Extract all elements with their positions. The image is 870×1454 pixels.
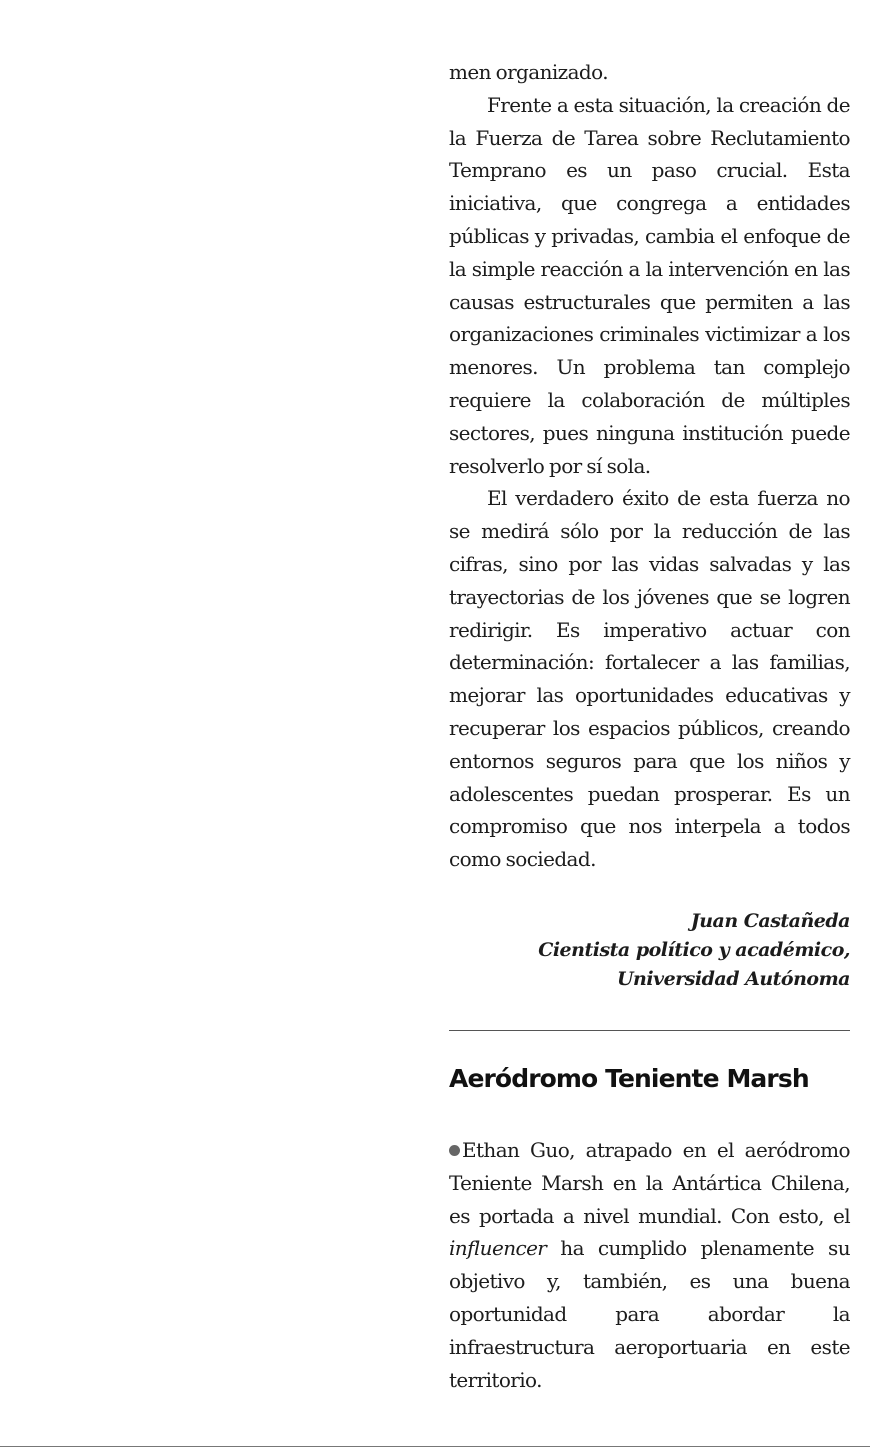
brief-text-italic: influencer [449, 1236, 547, 1261]
author-signature [449, 907, 850, 994]
brief-text-start: Ethan Guo, atrapado en el aeródromo Teniente Marsh en la Antártica Chilena, es portada a nivel mundial. Con esto, el [449, 1137, 850, 1228]
article-paragraph-1: men organizado. [449, 60, 608, 84]
article-paragraph-2: Frente a esta situación, la creación de la Fuerza de Tarea sobre Reclutamiento Temprano es un paso crucial. Esta iniciativa, que congrega a entidades públicas y privadas, cambia el enfoque de la simple reacción a la intervención en las causas estructurales que permiten a las organizaciones criminales victimizar a los menores. Un problema tan complejo requiere la colaboración de múltiples sectores, pues ninguna institución puede resolverlo por sí sola. [449, 92, 850, 478]
author-institution: Universidad Autónoma [616, 967, 850, 990]
bullet-icon [449, 1145, 460, 1156]
brief-title: Aeródromo Teniente Marsh [449, 1063, 809, 1093]
article-column [449, 56, 850, 1396]
author-role: Cientista político y académico, [538, 938, 850, 961]
section-divider [449, 1030, 850, 1031]
article-paragraph-3: El verdadero éxito de esta fuerza no se medirá sólo por la reducción de las cifras, sino por las vidas salvadas y las trayectorias de los jóvenes que se logren redirigir. Es imperativo actuar con determinación: fortalecer a las familias, mejorar las oportunidades educativas y recuperar los espacios públicos, creando entornos seguros para que los niños y adolescentes puedan prosperar. Es un compromiso que nos interpela a todos como sociedad. [449, 486, 850, 872]
brief-text-end: ha cumplido plenamente su objetivo y, también, es una buena oportunidad para abordar la infraestructura aeroportuaria en este territorio. [449, 1236, 850, 1392]
author-name: Juan Castañeda [690, 909, 850, 932]
brief-paragraph [449, 1134, 850, 1396]
page-bottom-rule [0, 1446, 870, 1447]
